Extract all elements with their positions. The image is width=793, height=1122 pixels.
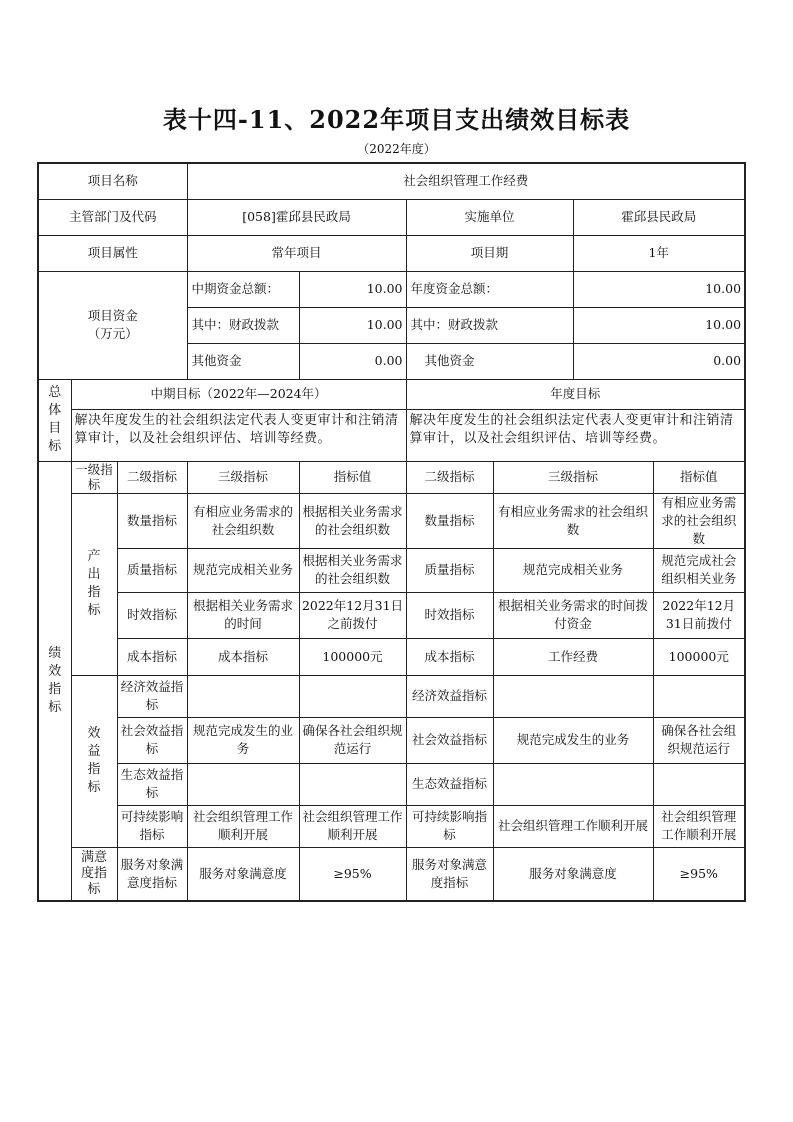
year-other-value: 0.00 [573,343,745,379]
project-name-label: 项目名称 [38,163,187,199]
header-level3-year: 三级指标 [493,461,653,493]
value-year: 有相应业务需求的社会组织数 [653,493,745,548]
header-level2-mid: 二级指标 [117,461,187,493]
level2-mid: 质量指标 [117,548,187,592]
level3-year: 工作经费 [493,638,653,675]
level3-mid: 成本指标 [187,638,299,675]
header-level1: 一级指标 [71,461,117,493]
project-attribute-value: 常年项目 [187,235,406,271]
year-fiscal-label: 其中：财政拨款 [406,307,573,343]
level2-mid: 成本指标 [117,638,187,675]
overall-goals-label [38,379,71,461]
performance-indicators-label-text: 绩效指标 [48,645,62,715]
level3-year: 服务对象满意度 [493,847,653,901]
level3-year: 规范完成相关业务 [493,548,653,592]
level2-mid: 生态效益指标 [117,763,187,805]
level2-mid: 数量指标 [117,493,187,548]
year-fiscal-value: 10.00 [573,307,745,343]
header-level3-mid: 三级指标 [187,461,299,493]
level2-year: 生态效益指标 [406,763,493,805]
performance-indicators-label [38,461,71,901]
value-year: 100000元 [653,638,745,675]
project-period-value: 1年 [573,235,745,271]
annual-goal-header: 年度目标 [406,379,745,409]
mid-fiscal-label: 其中：财政拨款 [187,307,299,343]
header-level2-year: 二级指标 [406,461,493,493]
level2-year: 经济效益指标 [406,675,493,717]
project-funds-label [38,271,187,379]
performance-target-table [37,162,746,902]
level2-year: 质量指标 [406,548,493,592]
level3-mid: 规范完成相关业务 [187,548,299,592]
value-year: ≥95% [653,847,745,901]
level3-year: 有相应业务需求的社会组织数 [493,493,653,548]
value-mid: 2022年12月31日之前拨付 [299,592,406,638]
mid-term-goal-text: 解决年度发生的社会组织法定代表人变更审计和注销清算审计，以及社会组织评估、培训等经费。 [71,409,406,461]
indicator-row [38,763,745,805]
mid-total-value: 10.00 [299,271,406,307]
level3-mid: 服务对象满意度 [187,847,299,901]
mid-other-label: 其他资金 [187,343,299,379]
satisfaction-indicators-label-text: 满意度指标 [81,849,108,897]
indicator-row [38,847,745,901]
row-department [38,199,745,235]
header-value-mid: 指标值 [299,461,406,493]
output-indicators-label-text: 产出指标 [87,549,101,618]
level2-year: 可持续影响指标 [406,805,493,847]
value-year [653,675,745,717]
row-project-name [38,163,745,199]
level3-mid: 规范完成发生的业务 [187,717,299,763]
level2-year: 服务对象满意度指标 [406,847,493,901]
row-goals-text [38,409,745,461]
mid-total-label: 中期资金总额： [187,271,299,307]
value-mid: 根据相关业务需求的社会组织数 [299,548,406,592]
level2-mid: 经济效益指标 [117,675,187,717]
output-indicators-label [71,493,117,675]
level3-year [493,763,653,805]
level3-mid: 社会组织管理工作顺利开展 [187,805,299,847]
project-attribute-label: 项目属性 [38,235,187,271]
level3-year: 社会组织管理工作顺利开展 [493,805,653,847]
indicator-row [38,493,745,548]
level2-mid: 服务对象满意度指标 [117,847,187,901]
row-funds-total [38,271,745,307]
indicator-row [38,548,745,592]
mid-term-goal-header: 中期目标（2022年—2024年） [71,379,406,409]
value-mid: ≥95% [299,847,406,901]
level3-year [493,675,653,717]
annual-goal-text: 解决年度发生的社会组织法定代表人变更审计和注销清算审计，以及社会组织评估、培训等经费。 [406,409,745,461]
level2-mid: 可持续影响指标 [117,805,187,847]
value-mid: 确保各社会组织规范运行 [299,717,406,763]
value-year [653,763,745,805]
implementing-unit-value: 霍邱县民政局 [573,199,745,235]
document-title: 表十四-11、2022年项目支出绩效目标表 [162,105,631,134]
header-value-year: 指标值 [653,461,745,493]
department-value: [058]霍邱县民政局 [187,199,406,235]
level2-year: 时效指标 [406,592,493,638]
mid-fiscal-value: 10.00 [299,307,406,343]
value-year: 规范完成社会组织相关业务 [653,548,745,592]
benefit-indicators-label-text: 效益指标 [87,726,101,795]
indicator-row [38,805,745,847]
implementing-unit-label: 实施单位 [406,199,573,235]
document-subtitle: （2022年度） [357,142,436,156]
indicator-row [38,675,745,717]
value-mid [299,675,406,717]
project-period-label: 项目期 [406,235,573,271]
value-year: 社会组织管理工作顺利开展 [653,805,745,847]
level3-mid [187,675,299,717]
value-mid [299,763,406,805]
row-attribute [38,235,745,271]
value-year: 2022年12月31日前拨付 [653,592,745,638]
project-funds-label-line1: 项目资金 [87,308,138,323]
level2-mid: 时效指标 [117,592,187,638]
level2-year: 成本指标 [406,638,493,675]
row-indicators-header [38,461,745,493]
benefit-indicators-label [71,675,117,847]
level2-mid: 社会效益指标 [117,717,187,763]
indicator-row [38,638,745,675]
overall-goals-label-text: 总体目标 [48,385,62,454]
project-funds-label-line2: （万元） [87,326,138,341]
level3-mid: 有相应业务需求的社会组织数 [187,493,299,548]
level3-year: 规范完成发生的业务 [493,717,653,763]
level3-year: 根据相关业务需求的时间拨付资金 [493,592,653,638]
level3-mid [187,763,299,805]
value-mid: 社会组织管理工作顺利开展 [299,805,406,847]
level3-mid: 根据相关业务需求的时间 [187,592,299,638]
indicator-row [38,592,745,638]
level2-year: 数量指标 [406,493,493,548]
year-total-label: 年度资金总额： [406,271,573,307]
row-goals-header [38,379,745,409]
department-label: 主管部门及代码 [38,199,187,235]
year-other-label: 其他资金 [406,343,573,379]
value-mid: 根据相关业务需求的社会组织数 [299,493,406,548]
year-total-value: 10.00 [573,271,745,307]
level2-year: 社会效益指标 [406,717,493,763]
value-year: 确保各社会组织规范运行 [653,717,745,763]
value-mid: 100000元 [299,638,406,675]
indicator-row [38,717,745,763]
mid-other-value: 0.00 [299,343,406,379]
project-name-value: 社会组织管理工作经费 [187,163,745,199]
satisfaction-indicators-label [71,847,117,901]
